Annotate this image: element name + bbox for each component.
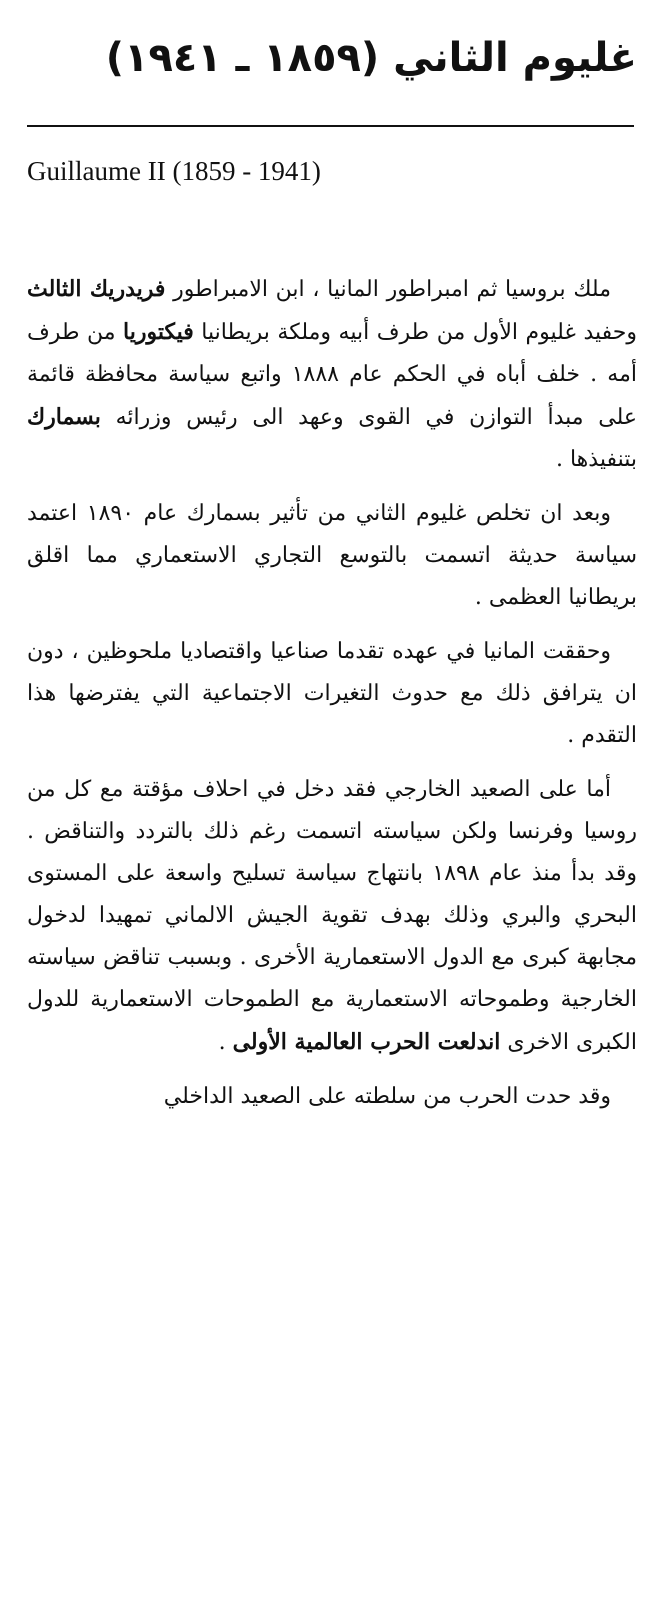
article-body bbox=[27, 268, 637, 1130]
title-divider bbox=[27, 125, 634, 127]
paragraph-4-text-b: . bbox=[218, 1030, 233, 1055]
bold-name-frederick-iii: فريدريك الثالث bbox=[27, 276, 166, 302]
paragraph-1-text-d: بتنفيذها . bbox=[555, 447, 637, 472]
paragraph-4-text-a: أما على الصعيد الخارجي فقد دخل في احلاف مؤقتة مع كل من روسيا وفرنسا ولكن سياسته اتسمت رغم ذلك بالتردد والتناقض . وقد بدأ منذ عام ١٨٩٨ بانتهاج سياسة تسليح واسعة على المستوى البحري والبري وذلك بهدف تقوية الجيش الالماني تمهيدا لدخول مجابهة كبرى مع الدول الاستعمارية الأخرى . وبسبب تناقض سياسته الخارجية وطموحاته الاستعمارية مع الطموحات الاستعمارية للدول الكبرى الاخرى bbox=[27, 777, 637, 1055]
paragraph-1-text-a: ملك بروسيا ثم امبراطور المانيا ، ابن الامبراطور bbox=[165, 277, 611, 302]
paragraph-1-text-b: وحفيد غليوم الأول من طرف أبيه وملكة بريطانيا bbox=[193, 320, 637, 345]
page-title: غليوم الثاني (١٨٥٩ ـ ١٩٤١) bbox=[105, 35, 637, 81]
paragraph-2: وبعد ان تخلص غليوم الثاني من تأثير بسمارك عام ١٨٩٠ اعتمد سياسة حديثة اتسمت بالتوسع التجاري الاستعماري مما اقلق بريطانيا العظمى . bbox=[27, 501, 637, 610]
paragraph-5: وقد حدت الحرب من سلطته على الصعيد الداخلي bbox=[163, 1084, 611, 1109]
latin-name-subtitle: Guillaume II (1859 - 1941) bbox=[27, 156, 321, 186]
paragraph-3: وحققت المانيا في عهده تقدما صناعيا واقتصاديا ملحوظين ، دون ان يترافق ذلك مع حدوث التغيرات الاجتماعية التي يفترضها هذا التقدم . bbox=[27, 639, 637, 748]
bold-name-victoria: فيكتوريا bbox=[123, 319, 194, 345]
bold-phrase-world-war-one: اندلعت الحرب العالمية الأولى bbox=[232, 1029, 501, 1055]
paragraph-4 bbox=[27, 769, 637, 1064]
paragraph-1 bbox=[27, 268, 637, 481]
paragraph-1-text-c: من طرف أمه . خلف أباه في الحكم عام ١٨٨٨ واتبع سياسة محافظة قائمة على مبدأ التوازن في القوى وعهد الى رئيس وزرائه bbox=[27, 320, 637, 430]
bold-name-bismarck: بسمارك bbox=[27, 404, 101, 430]
